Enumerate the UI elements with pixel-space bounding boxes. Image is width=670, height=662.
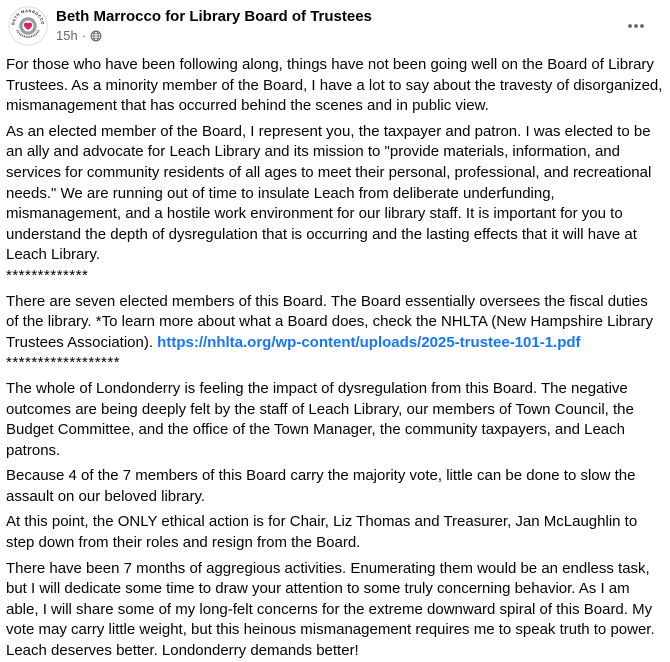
post-paragraph — [6, 559, 664, 662]
post-header — [0, 0, 670, 52]
campaign-logo-icon — [8, 6, 48, 46]
asterisk-divider: ****************** — [6, 354, 121, 372]
avatar-ring-text: BETH MARROCCO — [11, 9, 45, 26]
timestamp[interactable]: 15h — [56, 28, 78, 43]
post-paragraph — [6, 512, 664, 553]
post-paragraph — [6, 379, 664, 461]
nhlta-pdf-link[interactable]: https://nhlta.org/wp-content/uploads/2025-trustee-101-1.pdf — [157, 333, 581, 351]
paragraph-text: As an elected member of the Board, I represent you, the taxpayer and patron. I was elected to be an ally and advocate for Leach Library and its mission to "provide materials, information, and services for community residents of all ages to meet their personal, professional, and recreational needs." We are running out of time to insulate Leach from deliberate underfunding, mismanagement, and a hostile work environment for our library staff. It is important for you to understand the depth of dysregulation that is occurring and the lasting effects that it will have at Leach Library. — [6, 122, 652, 264]
asterisk-divider: ************* — [6, 266, 89, 284]
post-paragraph — [6, 292, 664, 374]
page-name[interactable]: Beth Marrocco for Library Board of Trustees — [56, 8, 372, 25]
globe-icon — [90, 30, 102, 42]
more-options-button[interactable] — [620, 14, 652, 38]
ellipsis-icon — [626, 16, 646, 36]
paragraph-text: For those who have been following along, things have not been going well on the Board of Library Trustees. As a minority member of the Board, I have a lot to say about the travesty of disorganized, mismanagement that has occurred behind the scenes and in public view. — [6, 56, 663, 115]
paragraph-text: There are seven elected members of this Board. The Board essentially oversees the fiscal duties of the library. *To learn more about what a Board does, check the NHLTA (New Hampshire Library Trustees Association). — [6, 292, 653, 351]
avatar[interactable] — [8, 6, 48, 46]
post-paragraph — [6, 122, 664, 287]
paragraph-text: At this point, the ONLY ethical action is for Chair, Liz Thomas and Treasurer, Jan McLaughlin to step down from their roles and resign from the Board. — [6, 513, 638, 552]
meta-separator: · — [81, 28, 87, 43]
paragraph-text: Because 4 of the 7 members of this Board carry the majority vote, little can be done to slow the assault on our beloved library. — [6, 467, 636, 505]
post-body — [0, 52, 670, 662]
post-paragraph — [6, 55, 664, 117]
paragraph-text: There have been 7 months of aggregious activities. Enumerating them would be an endless task, but I will dedicate some time to draw your attention to some truly concerning behavior. As I am able, I will share some of my long-felt concerns for the extreme downward spiral of this Board. My vote may carry little weight, but this heinous mismanagement requires me to speak truth to power. Leach deserves better. Londonderry demands better! — [6, 559, 655, 660]
header-meta — [56, 6, 372, 44]
post-meta-line — [56, 27, 372, 44]
post-paragraph — [6, 466, 664, 507]
paragraph-text: The whole of Londonderry is feeling the impact of dysregulation from this Board. The negative outcomes are being deeply felt by the staff of Leach Library, our members of Town Council, the Budget Committee, and the office of the Town Manager, the community taxpayers, and Leach patrons. — [6, 379, 634, 459]
